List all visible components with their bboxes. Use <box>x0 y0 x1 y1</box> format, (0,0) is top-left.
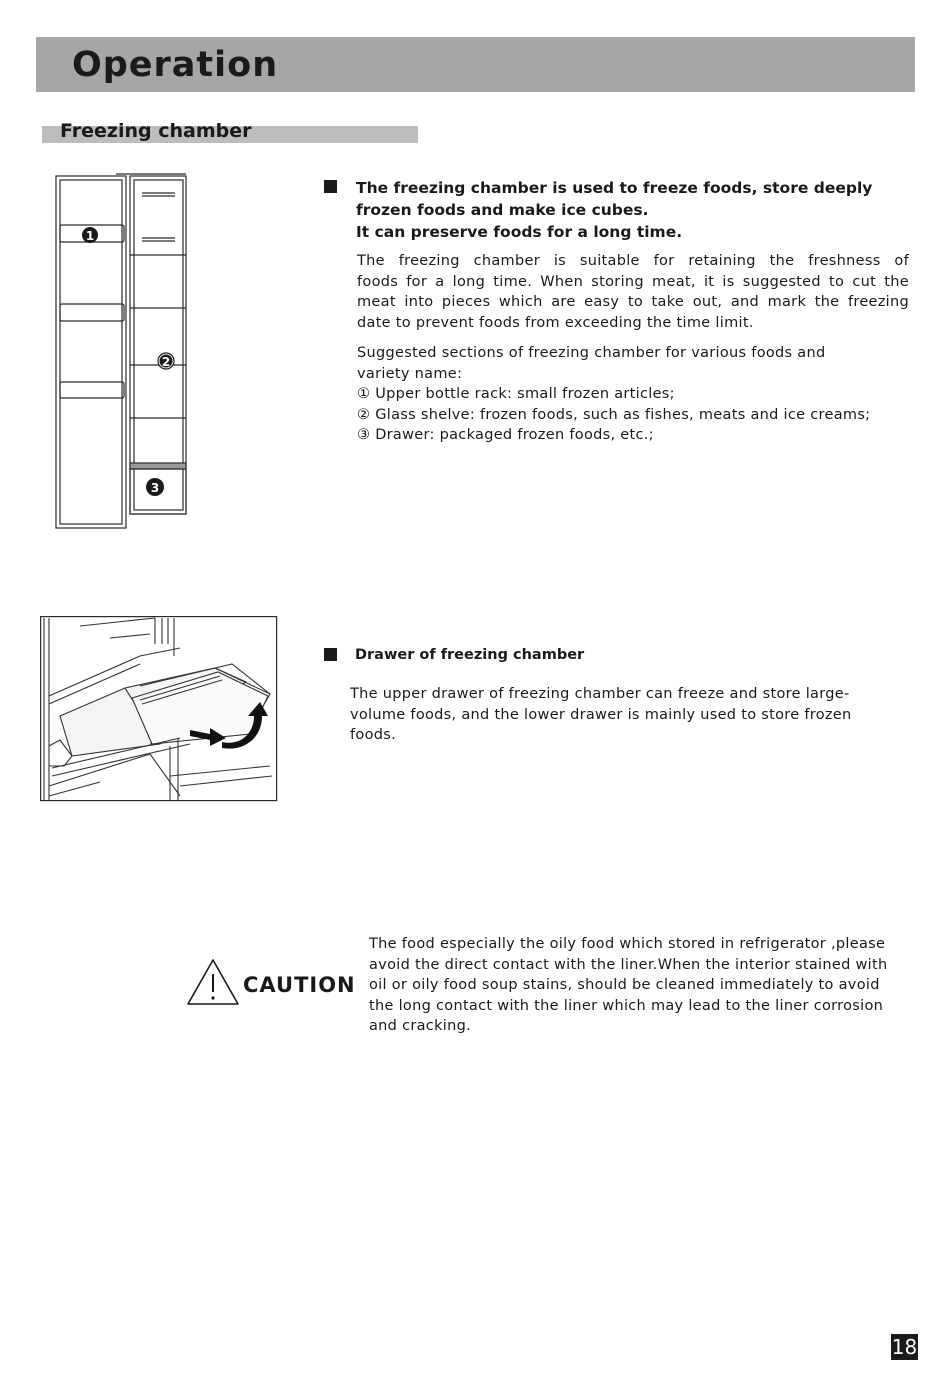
bullet-icon <box>324 180 337 193</box>
marker-1-icon <box>82 227 98 243</box>
drawer-paragraph-line: volume foods, and the lower drawer is mainly used to store frozen <box>350 706 852 723</box>
intro-paragraph-line: foods for a long time. When storing meat, it is suggested to cut the <box>357 273 909 290</box>
caution-paragraph-line: avoid the direct contact with the liner.When the interior stained with <box>369 956 888 973</box>
intro-bold-line-2: frozen foods and make ice cubes. <box>356 201 649 219</box>
caution-paragraph-line: oil or oily food soup stains, should be cleaned immediately to avoid <box>369 977 880 994</box>
marker-3-icon <box>146 478 164 496</box>
marker-2-icon <box>158 353 174 369</box>
intro-paragraph-line: date to prevent foods from exceeding the time limit. <box>357 314 754 331</box>
drawer-paragraph-line: The upper drawer of freezing chamber can freeze and store large- <box>350 686 850 702</box>
drawer-paragraph <box>350 684 910 746</box>
drawer-illustration <box>40 616 278 802</box>
caution-paragraph-line: and cracking. <box>369 1018 472 1035</box>
marker-1-label: 1 <box>85 229 95 243</box>
drawer-paragraph-line: foods. <box>350 727 397 744</box>
caution-paragraph <box>369 934 944 1037</box>
bullet-icon <box>324 648 337 661</box>
suggested-sections <box>357 343 927 446</box>
marker-2-label: 2 <box>161 355 171 369</box>
intro-bold-line-3: It can preserve foods for a long time. <box>356 223 683 241</box>
intro-bold-line-1: The freezing chamber is used to freeze foods, store deeply <box>356 179 873 197</box>
suggested-item-3: ③ Drawer: packaged frozen foods, etc.; <box>357 427 654 444</box>
suggested-item-2: ② Glass shelve: frozen foods, such as fishes, meats and ice creams; <box>357 406 871 423</box>
caution-paragraph-line: The food especially the oily food which stored in refrigerator ,please <box>369 936 886 952</box>
intro-paragraph-line: meat into pieces which are easy to take out, and mark the freezing <box>357 294 909 311</box>
caution-label: CAUTION <box>243 973 356 997</box>
section-title: Freezing chamber <box>60 120 252 142</box>
marker-3-label: 3 <box>150 481 160 495</box>
page-title: Operation <box>72 45 279 85</box>
intro-paragraph <box>357 251 909 333</box>
suggested-line: variety name: <box>357 365 463 382</box>
intro-paragraph-line: The freezing chamber is suitable for retaining the freshness of <box>357 253 909 269</box>
warning-triangle-icon <box>186 958 240 1006</box>
suggested-line: Suggested sections of freezing chamber for various foods and <box>357 345 826 361</box>
suggested-item-1: ① Upper bottle rack: small frozen articles; <box>357 386 675 403</box>
caution-paragraph-line: the long contact with the liner which may lead to the liner corrosion <box>369 997 884 1014</box>
page-header <box>36 37 915 92</box>
freezer-diagram <box>50 170 195 532</box>
page-number: 18 <box>891 1335 918 1359</box>
drawer-title: Drawer of freezing chamber <box>355 647 585 663</box>
